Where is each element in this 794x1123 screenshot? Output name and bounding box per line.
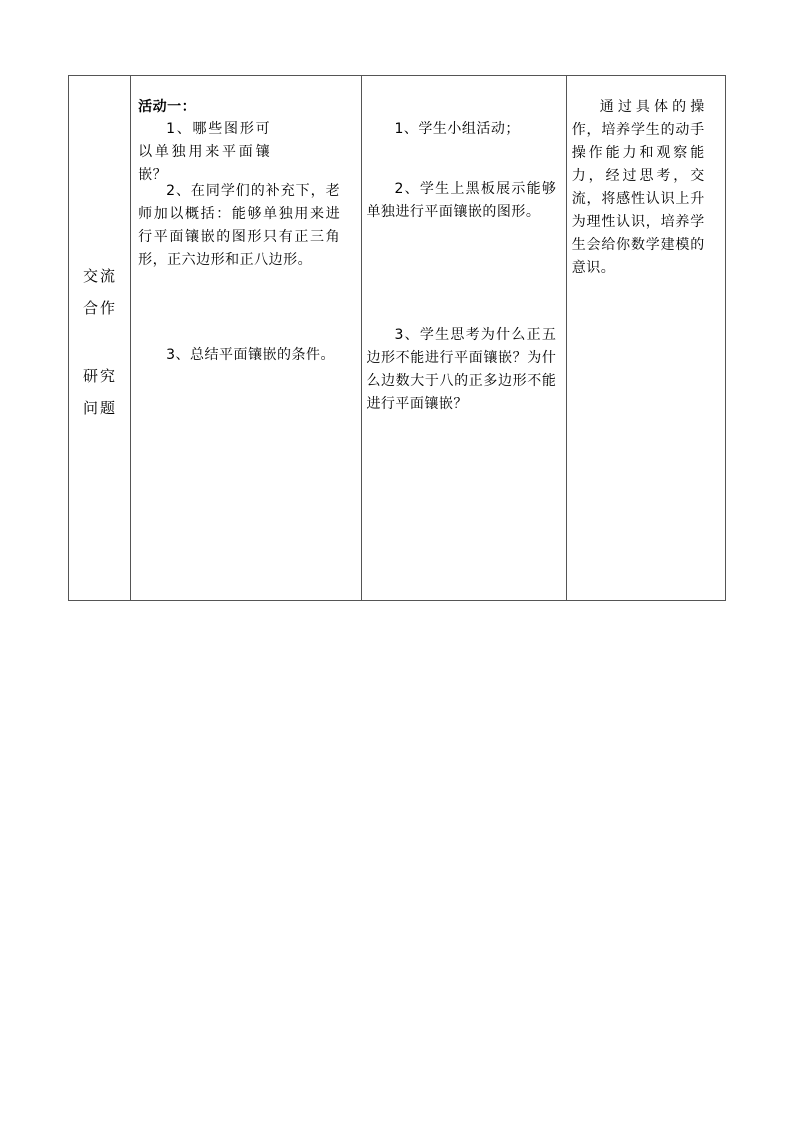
student-item-2: 2、学生上黑板展示能够单独进行平面镶嵌的图形。: [366, 181, 557, 220]
design-intent-cell: [566, 76, 725, 601]
stage-line-3: 研究: [82, 367, 117, 385]
stage-line-1: 交流: [82, 267, 117, 285]
student-item-3: 3、学生思考为什么正五边形不能进行平面镶嵌？为什么边数大于八的正多边形不能进行平面镶嵌？: [366, 327, 557, 412]
stage-line-2: 合作: [82, 299, 117, 317]
teacher-item-1: 1、哪些图形可以单独用来平面镶嵌？: [138, 121, 271, 183]
student-item-1: 1、学生小组活动；: [394, 121, 520, 137]
student-activity-cell: [362, 76, 566, 601]
teacher-activity-cell: [131, 76, 362, 601]
table-row: [69, 76, 726, 601]
design-intent-text: 通过具体的操作，培养学生的动手操作能力和观察能力，经过思考，交流，将感性认识上升为理性认识，培养学生会给你数学建模的意识。: [571, 99, 705, 276]
stage-cell: [69, 76, 131, 601]
lesson-plan-table: [68, 75, 726, 601]
stage-line-4: 问题: [82, 399, 117, 417]
activity-title: 活动一：: [138, 99, 197, 115]
teacher-item-3: 3、总结平面镶嵌的条件。: [166, 347, 336, 363]
teacher-item-2: 2、在同学们的补充下，老师加以概括：能够单独用来进行平面镶嵌的图形只有正三角形，正六边形和正八边形。: [138, 183, 341, 268]
